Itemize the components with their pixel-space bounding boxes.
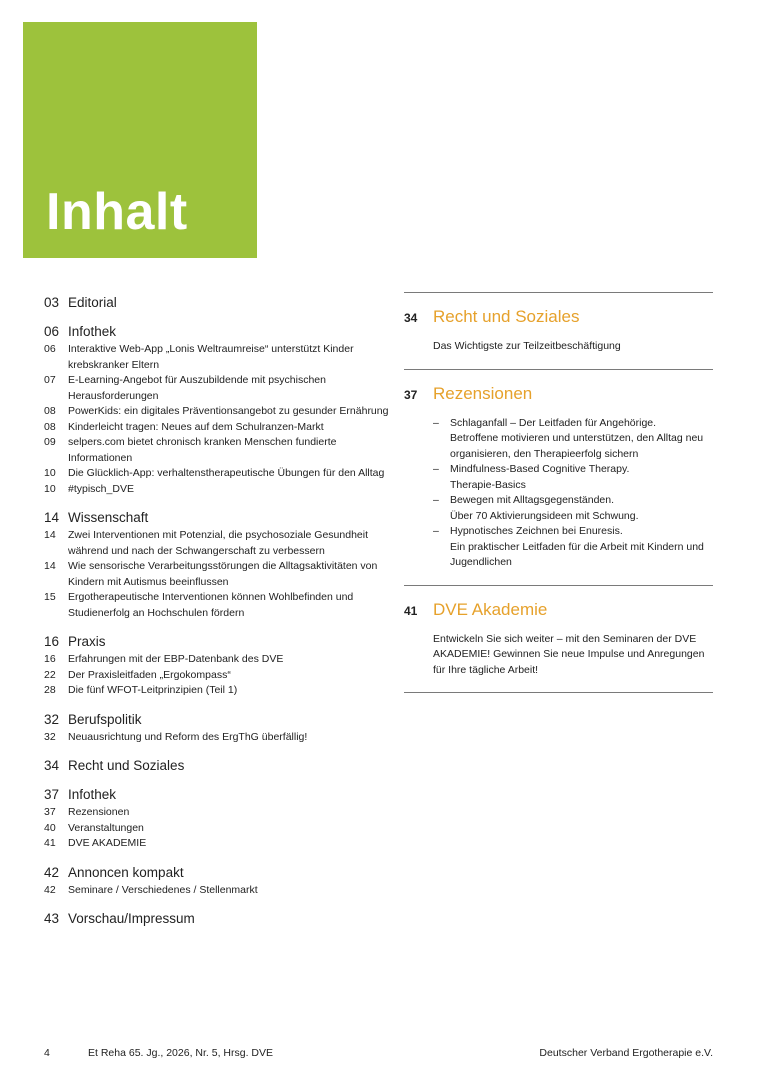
toc-entry xyxy=(44,528,389,559)
table-of-contents xyxy=(44,294,389,939)
toc-entry xyxy=(44,730,389,746)
toc-entry-text: Rezensionen xyxy=(68,806,130,818)
toc-page-number: 37 xyxy=(44,787,60,802)
toc-entry xyxy=(44,466,389,482)
review-title: Mindfulness-Based Cognitive Therapy. xyxy=(450,463,630,475)
dash-bullet: – xyxy=(433,525,439,537)
toc-heading-text: Recht und Soziales xyxy=(68,758,185,773)
toc-entry-text: Die Glücklich-App: verhaltenstherapeutische Übungen für den Alltag xyxy=(68,467,385,479)
toc-entry-text: Interaktive Web-App „Lonis Weltraumreise“ unterstützt Kinder krebskranker Eltern xyxy=(68,343,354,371)
toc-entry-text: Die fünf WFOT-Leitprinzipien (Teil 1) xyxy=(68,684,238,696)
toc-section-heading xyxy=(44,509,389,526)
section-recht-und-soziales xyxy=(404,293,713,369)
toc-entry-text: Ergotherapeutische Interventionen können Wohlbefinden und Studienerfolg an Hochschulen fördern xyxy=(68,591,354,619)
toc-section xyxy=(44,294,389,311)
toc-entry-page: 06 xyxy=(44,343,56,355)
section-page-number: 34 xyxy=(404,311,418,325)
review-list xyxy=(433,416,713,571)
toc-page-number: 06 xyxy=(44,324,60,339)
dash-bullet: – xyxy=(433,494,439,506)
toc-entry xyxy=(44,559,389,590)
toc-section-heading xyxy=(44,864,389,881)
toc-section-heading xyxy=(44,757,389,774)
toc-entry-text: Seminare / Verschiedenes / Stellenmarkt xyxy=(68,883,258,896)
section-page-number: 37 xyxy=(404,387,418,402)
review-title: Bewegen mit Alltagsgegenständen. xyxy=(450,494,615,506)
toc-section xyxy=(44,910,389,927)
section-rezensionen xyxy=(404,370,713,585)
toc-entry-text: Der Praxisleitfaden „Ergokompass“ xyxy=(68,668,231,681)
toc-entry-page: 32 xyxy=(44,730,56,743)
toc-entry-page: 10 xyxy=(44,482,56,495)
toc-entry-page: 40 xyxy=(44,821,56,834)
toc-entry xyxy=(44,435,389,466)
review-title: Schlaganfall – Der Leitfaden für Angehörige. xyxy=(450,416,657,429)
featured-sections xyxy=(404,292,713,693)
toc-entry xyxy=(44,836,389,852)
toc-entry-text: Zwei Interventionen mit Potenzial, die psychosoziale Gesundheit während und nach der Schwangerschaft zu verbessern xyxy=(68,529,368,557)
review-item xyxy=(433,524,713,571)
toc-entry-page: 37 xyxy=(44,806,56,818)
toc-entry xyxy=(44,821,389,837)
toc-page-number: 03 xyxy=(44,295,60,310)
page-title: Inhalt xyxy=(46,183,188,241)
section-text: Entwickeln Sie sich weiter – mit den Seminaren der DVE AKADEMIE! Gewinnen Sie neue Impulse und Anregungen für Ihre tägliche Arbeit! xyxy=(433,632,705,676)
section-title: Recht und Soziales xyxy=(433,307,580,326)
toc-entry xyxy=(44,668,389,684)
review-item xyxy=(433,462,713,493)
review-item xyxy=(433,416,713,463)
toc-page-number: 43 xyxy=(44,911,60,926)
toc-section-heading xyxy=(44,294,389,311)
toc-entry-text: Kinderleicht tragen: Neues auf dem Schulranzen-Markt xyxy=(68,420,324,433)
section-dve-akademie xyxy=(404,586,713,693)
toc-entry-text: DVE AKADEMIE xyxy=(68,837,147,849)
toc-entry-page: 42 xyxy=(44,883,56,896)
toc-entry-text: #typisch_DVE xyxy=(68,482,134,495)
toc-entry-page: 14 xyxy=(44,529,56,541)
toc-section xyxy=(44,633,389,699)
toc-heading-text: Editorial xyxy=(68,295,117,310)
toc-entry-text: selpers.com bietet chronisch kranken Menschen fundierte Informationen xyxy=(68,436,337,464)
organization-name: Deutscher Verband Ergotherapie e.V. xyxy=(539,1047,713,1059)
toc-entry-text: E-Learning-Angebot für Auszubildende mit psychischen Herausforderungen xyxy=(68,374,326,402)
toc-entry-text: PowerKids: ein digitales Präventionsangebot zu gesunder Ernährung xyxy=(68,405,389,417)
toc-entry-text: Wie sensorische Verarbeitungsstörungen die Alltagsaktivitäten von Kindern mit Autismus beeinflussen xyxy=(68,560,378,588)
toc-section xyxy=(44,711,389,746)
toc-section-heading xyxy=(44,910,389,927)
toc-entry-page: 28 xyxy=(44,684,56,696)
toc-entry-page: 14 xyxy=(44,560,56,572)
toc-section xyxy=(44,323,389,497)
section-page-number: 41 xyxy=(404,603,418,618)
dash-bullet: – xyxy=(433,416,439,429)
review-text xyxy=(450,493,713,524)
toc-section xyxy=(44,757,389,774)
review-subtitle: Über 70 Aktivierungsideen mit Schwung. xyxy=(450,509,639,522)
toc-page-number: 42 xyxy=(44,864,60,880)
toc-entry-text: Veranstaltungen xyxy=(68,821,144,834)
toc-section-heading xyxy=(44,711,389,728)
dash-bullet: – xyxy=(433,463,439,475)
toc-entry xyxy=(44,342,389,373)
toc-entry-page: 09 xyxy=(44,436,56,448)
toc-section-heading xyxy=(44,323,389,340)
review-text xyxy=(450,462,713,493)
toc-page-number: 16 xyxy=(44,634,60,649)
toc-entry xyxy=(44,883,389,899)
toc-entry xyxy=(44,482,389,498)
toc-entry xyxy=(44,420,389,436)
toc-section xyxy=(44,509,389,621)
toc-entry-page: 16 xyxy=(44,653,56,665)
toc-page-number: 14 xyxy=(44,510,60,525)
toc-heading-text: Praxis xyxy=(68,634,106,649)
review-item xyxy=(433,493,713,524)
toc-entry-page: 41 xyxy=(44,837,56,849)
toc-heading-text: Annoncen kompakt xyxy=(68,864,184,880)
review-text xyxy=(450,524,713,571)
toc-heading-text: Berufspolitik xyxy=(68,711,142,727)
review-title: Hypnotisches Zeichnen bei Enuresis. xyxy=(450,525,623,537)
toc-entry-text: Erfahrungen mit der EBP-Datenbank des DVE xyxy=(68,653,284,665)
review-text xyxy=(450,416,713,463)
toc-page-number: 34 xyxy=(44,758,60,773)
toc-entry xyxy=(44,805,389,821)
toc-entry xyxy=(44,404,389,420)
section-title: DVE Akademie xyxy=(433,599,548,619)
section-text: Das Wichtigste zur Teilzeitbeschäftigung xyxy=(433,340,621,352)
toc-section xyxy=(44,786,389,852)
review-subtitle: Betroffene motivieren und unterstützen, den Alltag neu organisieren, den Therapieerfolg sichern xyxy=(450,432,704,460)
toc-section-heading xyxy=(44,633,389,650)
toc-heading-text: Infothek xyxy=(68,324,117,339)
toc-entry-text: Neuausrichtung und Reform des ErgThG überfällig! xyxy=(68,730,308,743)
toc-entry xyxy=(44,652,389,668)
title-block xyxy=(23,22,257,258)
toc-entry xyxy=(44,683,389,699)
divider xyxy=(404,692,713,693)
toc-heading-text: Wissenschaft xyxy=(68,510,149,525)
toc-section xyxy=(44,864,389,899)
toc-entry-page: 15 xyxy=(44,591,56,603)
toc-entry-page: 10 xyxy=(44,467,56,479)
toc-heading-text: Vorschau/Impressum xyxy=(68,911,195,926)
publication-info: Et Reha 65. Jg., 2026, Nr. 5, Hrsg. DVE xyxy=(88,1047,274,1059)
toc-section-heading xyxy=(44,786,389,803)
toc-entry xyxy=(44,373,389,404)
review-subtitle: Therapie-Basics xyxy=(450,478,526,491)
toc-heading-text: Infothek xyxy=(68,787,117,802)
toc-page-number: 32 xyxy=(44,711,60,727)
toc-entry-page: 08 xyxy=(44,405,56,417)
section-title: Rezensionen xyxy=(433,383,533,403)
toc-entry xyxy=(44,590,389,621)
page-number: 4 xyxy=(44,1047,50,1059)
toc-entry-page: 22 xyxy=(44,668,56,681)
toc-entry-page: 08 xyxy=(44,420,56,433)
review-subtitle: Ein praktischer Leitfaden für die Arbeit mit Kindern und Jugendlichen xyxy=(450,540,704,568)
toc-entry-page: 07 xyxy=(44,374,56,386)
